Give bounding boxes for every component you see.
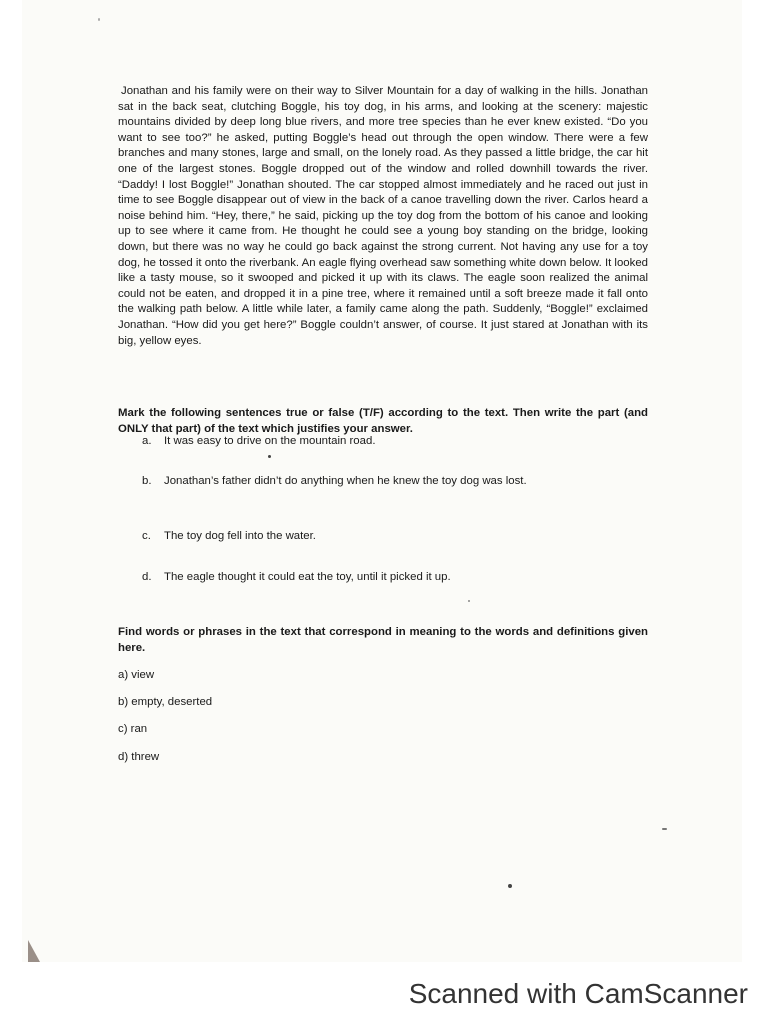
exercise-1-item-b xyxy=(142,474,527,488)
definition-c: c) ran xyxy=(118,723,148,735)
exercise-1-item-d xyxy=(142,570,451,584)
scan-speck xyxy=(508,884,512,888)
item-text: It was easy to drive on the mountain road. xyxy=(164,435,376,447)
exercise-1-item-a xyxy=(142,434,375,448)
scan-speck xyxy=(468,600,470,602)
scan-speck xyxy=(662,828,667,830)
exercise-2-instruction: Find words or phrases in the text that correspond in meaning to the words and definitions given here. xyxy=(118,626,648,654)
item-letter: d. xyxy=(142,571,152,583)
item-text: Jonathan’s father didn’t do anything when he knew the toy dog was lost. xyxy=(164,475,527,487)
page-corner-fold xyxy=(28,940,40,962)
definition-a: a) view xyxy=(118,669,155,681)
item-letter: a. xyxy=(142,435,152,447)
exercise-1-instruction: Mark the following sentences true or false (T/F) according to the text. Then write the part (and ONLY that part) of the text which justifies your answer. xyxy=(118,407,648,435)
item-letter: c. xyxy=(142,530,151,542)
scan-speck xyxy=(268,455,271,458)
exercise-1-item-c xyxy=(142,529,316,543)
camscanner-watermark: Scanned with CamScanner xyxy=(408,978,748,1009)
item-letter: b. xyxy=(142,475,152,487)
item-text: The eagle thought it could eat the toy, until it picked it up. xyxy=(164,571,451,583)
reading-passage: Jonathan and his family were on their way to Silver Mountain for a day of walking in the hills. Jonathan sat in the back seat, clutching Boggle, his toy dog, in his arms, and looking at the scenery: majestic mountains divided by deep long blue rivers, and more tree species than he ever knew existed. “Do you want to see too?” he asked, putting Boggle’s head out through the open window. There were a few branches and many stones, large and small, on the lonely road. As they passed a little bridge, the car hit one of the largest stones. Boggle dropped out of the window and rolled downhill towards the river. “Daddy! I lost Boggle!” Jonathan shouted. The car stopped almost immediately and he raced out just in time to see Boggle disappear out of view in the back of a canoe travelling down the river. Carlos heard a noise behind him. “Hey, there,” he said, picking up the toy dog from the bottom of his canoe and looking up to see where it came from. He thought he could see a young boy standing on the bridge, looking down, but there was no way he could go back against the strong current. Not having any use for a toy dog, he tossed it onto the riverbank. An eagle flying overhead saw something white down below. It looked like a tasty mouse, so it swooped and picked it up with its claws. The eagle soon realized the animal could not be eaten, and dropped it in a pine tree, where it remained until a soft breeze made it fall onto the walking path below. A little while later, a family came along the path. Suddenly, “Boggle!” exclaimed Jonathan. “How did you get here?” Boggle couldn’t answer, of course. It just stared at Jonathan with its big, yellow eyes. xyxy=(118,85,648,347)
scan-speck xyxy=(98,18,100,21)
item-text: The toy dog fell into the water. xyxy=(164,530,316,542)
definition-d: d) threw xyxy=(118,751,160,763)
definition-b: b) empty, deserted xyxy=(118,696,213,708)
